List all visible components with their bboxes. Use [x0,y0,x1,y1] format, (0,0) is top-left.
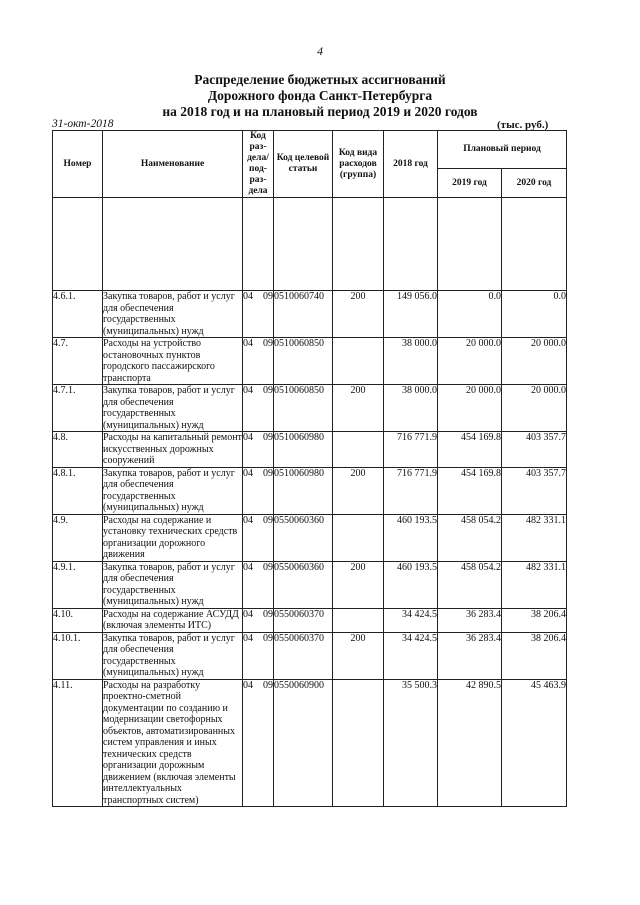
row-razdel [243,385,274,432]
table-row [53,338,567,385]
row-name: Закупка товаров, работ и услуг для обеспечения государственных (муниципальных) нужд [103,467,243,514]
row-number: 4.11. [53,679,103,807]
document-title [0,72,640,120]
row-subsection-code: 09 [263,632,273,644]
row-amount-2019: 454 169.8 [438,467,502,514]
row-section-code: 04 [243,385,253,396]
row-section-code: 04 [243,467,253,479]
row-number: 4.10. [53,608,103,632]
row-amount-2019: 458 054.2 [438,561,502,608]
row-amount-2020: 482 331.1 [502,561,567,608]
table-row [53,632,567,679]
table-row [53,608,567,632]
row-expense-type: 200 [333,632,384,679]
row-target-article: 0550060370 [274,632,333,679]
row-target-article: 0550060370 [274,608,333,632]
row-number: 4.7.1. [53,385,103,432]
table-row [53,385,567,432]
header-target-article: Код целевой статьи [274,131,333,198]
row-amount-2018: 149 056.0 [384,291,438,338]
row-razdel [243,632,274,679]
document-date: 31-окт-2018 [52,118,114,130]
row-expense-type: 200 [333,291,384,338]
row-subsection-code: 09 [263,291,273,302]
page-number: 4 [317,44,323,58]
header-plan-period: Плановый период [438,131,567,169]
table-row [53,291,567,338]
row-target-article: 0550060900 [274,679,333,807]
row-number: 4.10.1. [53,632,103,679]
units-label: (тыс. руб.) [497,119,549,131]
row-name: Расходы на капитальный ремонт искусственных дорожных сооружений [103,432,242,466]
row-name: Закупка товаров, работ и услуг для обеспечения государственных (муниципальных) нужд [103,385,243,432]
row-number: 4.8.1. [53,467,103,514]
row-section-code: 04 [243,291,253,302]
row-name: Закупка товаров, работ и услуг для обеспечения государственных (муниципальных) нужд [103,561,243,608]
row-razdel [243,432,274,468]
row-amount-2018: 34 424.5 [384,632,438,679]
row-razdel [243,467,274,514]
row-amount-2020: 20 000.0 [502,385,567,432]
budget-table [52,130,567,807]
row-name: Закупка товаров, работ и услуг для обеспечения государственных (муниципальных) нужд [103,291,243,338]
header-2018: 2018 год [384,131,438,198]
row-expense-type: 200 [333,467,384,514]
row-amount-2018: 460 193.5 [384,561,438,608]
row-amount-2018: 35 500.3 [384,679,438,807]
row-number: 4.7. [53,338,103,385]
row-amount-2019: 42 890.5 [438,679,502,807]
row-target-article: 0550060360 [274,561,333,608]
row-expense-type [333,679,384,807]
table-row [53,467,567,514]
row-name: Расходы на разработку проектно-сметной документации по созданию и модернизации светофорных объектов, автоматизированных систем управления и иных технических средств организации дорожным движением (включая элементы интеллектуальных транспортных систем) [103,679,243,807]
row-name: Расходы на устройство остановочных пунктов городского пассажирского транспорта [103,338,243,385]
row-section-code: 04 [243,432,253,443]
row-amount-2020: 482 331.1 [502,514,567,561]
header-expense-type: Код вида расходов (группа) [333,131,384,198]
header-number: Номер [53,131,103,198]
title-line-2: Дорожного фонда Санкт-Петербурга [207,88,433,103]
row-amount-2020: 403 357.7 [502,467,567,514]
row-subsection-code: 09 [263,608,273,620]
table-row [53,561,567,608]
row-subsection-code: 09 [263,432,273,443]
row-subsection-code: 09 [263,514,273,526]
table-row [53,432,567,468]
header-spacer-row [53,198,567,291]
row-amount-2018: 716 771.9 [384,467,438,514]
row-number: 4.8. [53,432,103,468]
header-name: Наименование [103,131,243,198]
table-row [53,514,567,561]
row-amount-2020: 45 463.9 [502,679,567,807]
row-number: 4.6.1. [53,291,103,338]
row-section-code: 04 [243,514,253,526]
row-section-code: 04 [243,608,253,620]
row-number: 4.9. [53,514,103,561]
row-razdel [243,608,274,632]
row-section-code: 04 [243,338,253,349]
row-amount-2018: 460 193.5 [384,514,438,561]
row-amount-2019: 454 169.8 [438,432,502,468]
row-expense-type [333,514,384,561]
row-section-code: 04 [243,679,253,691]
row-name: Расходы на содержание и установку технических средств организации дорожного движения [103,514,243,561]
row-amount-2020: 38 206.4 [502,608,567,632]
row-amount-2019: 0.0 [438,291,502,338]
header-2020: 2020 год [502,169,567,198]
row-target-article: 0510060980 [274,432,333,468]
header-2019: 2019 год [438,169,502,198]
header-razdel: Код раз-дела/ под-раз-дела [243,131,274,198]
row-subsection-code: 09 [263,467,273,479]
row-expense-type [333,432,384,468]
table-row [53,679,567,807]
row-subsection-code: 09 [263,338,273,349]
row-subsection-code: 09 [263,679,273,691]
row-target-article: 0510060850 [274,338,333,385]
title-line-1: Распределение бюджетных ассигнований [194,72,446,87]
row-razdel [243,291,274,338]
row-number: 4.9.1. [53,561,103,608]
row-section-code: 04 [243,561,253,573]
row-target-article: 0510060980 [274,467,333,514]
row-amount-2018: 38 000.0 [384,385,438,432]
row-amount-2020: 20 000.0 [502,338,567,385]
row-amount-2018: 34 424.5 [384,608,438,632]
row-expense-type: 200 [333,385,384,432]
row-name: Закупка товаров, работ и услуг для обеспечения государственных (муниципальных) нужд [103,632,243,679]
row-amount-2020: 403 357.7 [502,432,567,468]
row-amount-2019: 36 283.4 [438,608,502,632]
row-razdel [243,514,274,561]
row-amount-2018: 38 000.0 [384,338,438,385]
row-section-code: 04 [243,632,253,644]
row-amount-2019: 20 000.0 [438,385,502,432]
row-target-article: 0510060740 [274,291,333,338]
row-amount-2018: 716 771.9 [384,432,438,468]
row-expense-type: 200 [333,561,384,608]
title-line-3: на 2018 год и на плановый период 2019 и 2020 годов [162,104,478,119]
row-expense-type [333,338,384,385]
row-subsection-code: 09 [263,561,273,573]
row-razdel [243,561,274,608]
row-amount-2019: 20 000.0 [438,338,502,385]
row-razdel [243,338,274,385]
row-expense-type [333,608,384,632]
row-amount-2019: 458 054.2 [438,514,502,561]
row-subsection-code: 09 [263,385,273,396]
row-amount-2020: 0.0 [502,291,567,338]
row-amount-2019: 36 283.4 [438,632,502,679]
row-name: Расходы на содержание АСУДД (включая элементы ИТС) [103,608,243,632]
row-amount-2020: 38 206.4 [502,632,567,679]
row-target-article: 0510060850 [274,385,333,432]
row-razdel [243,679,274,807]
row-target-article: 0550060360 [274,514,333,561]
